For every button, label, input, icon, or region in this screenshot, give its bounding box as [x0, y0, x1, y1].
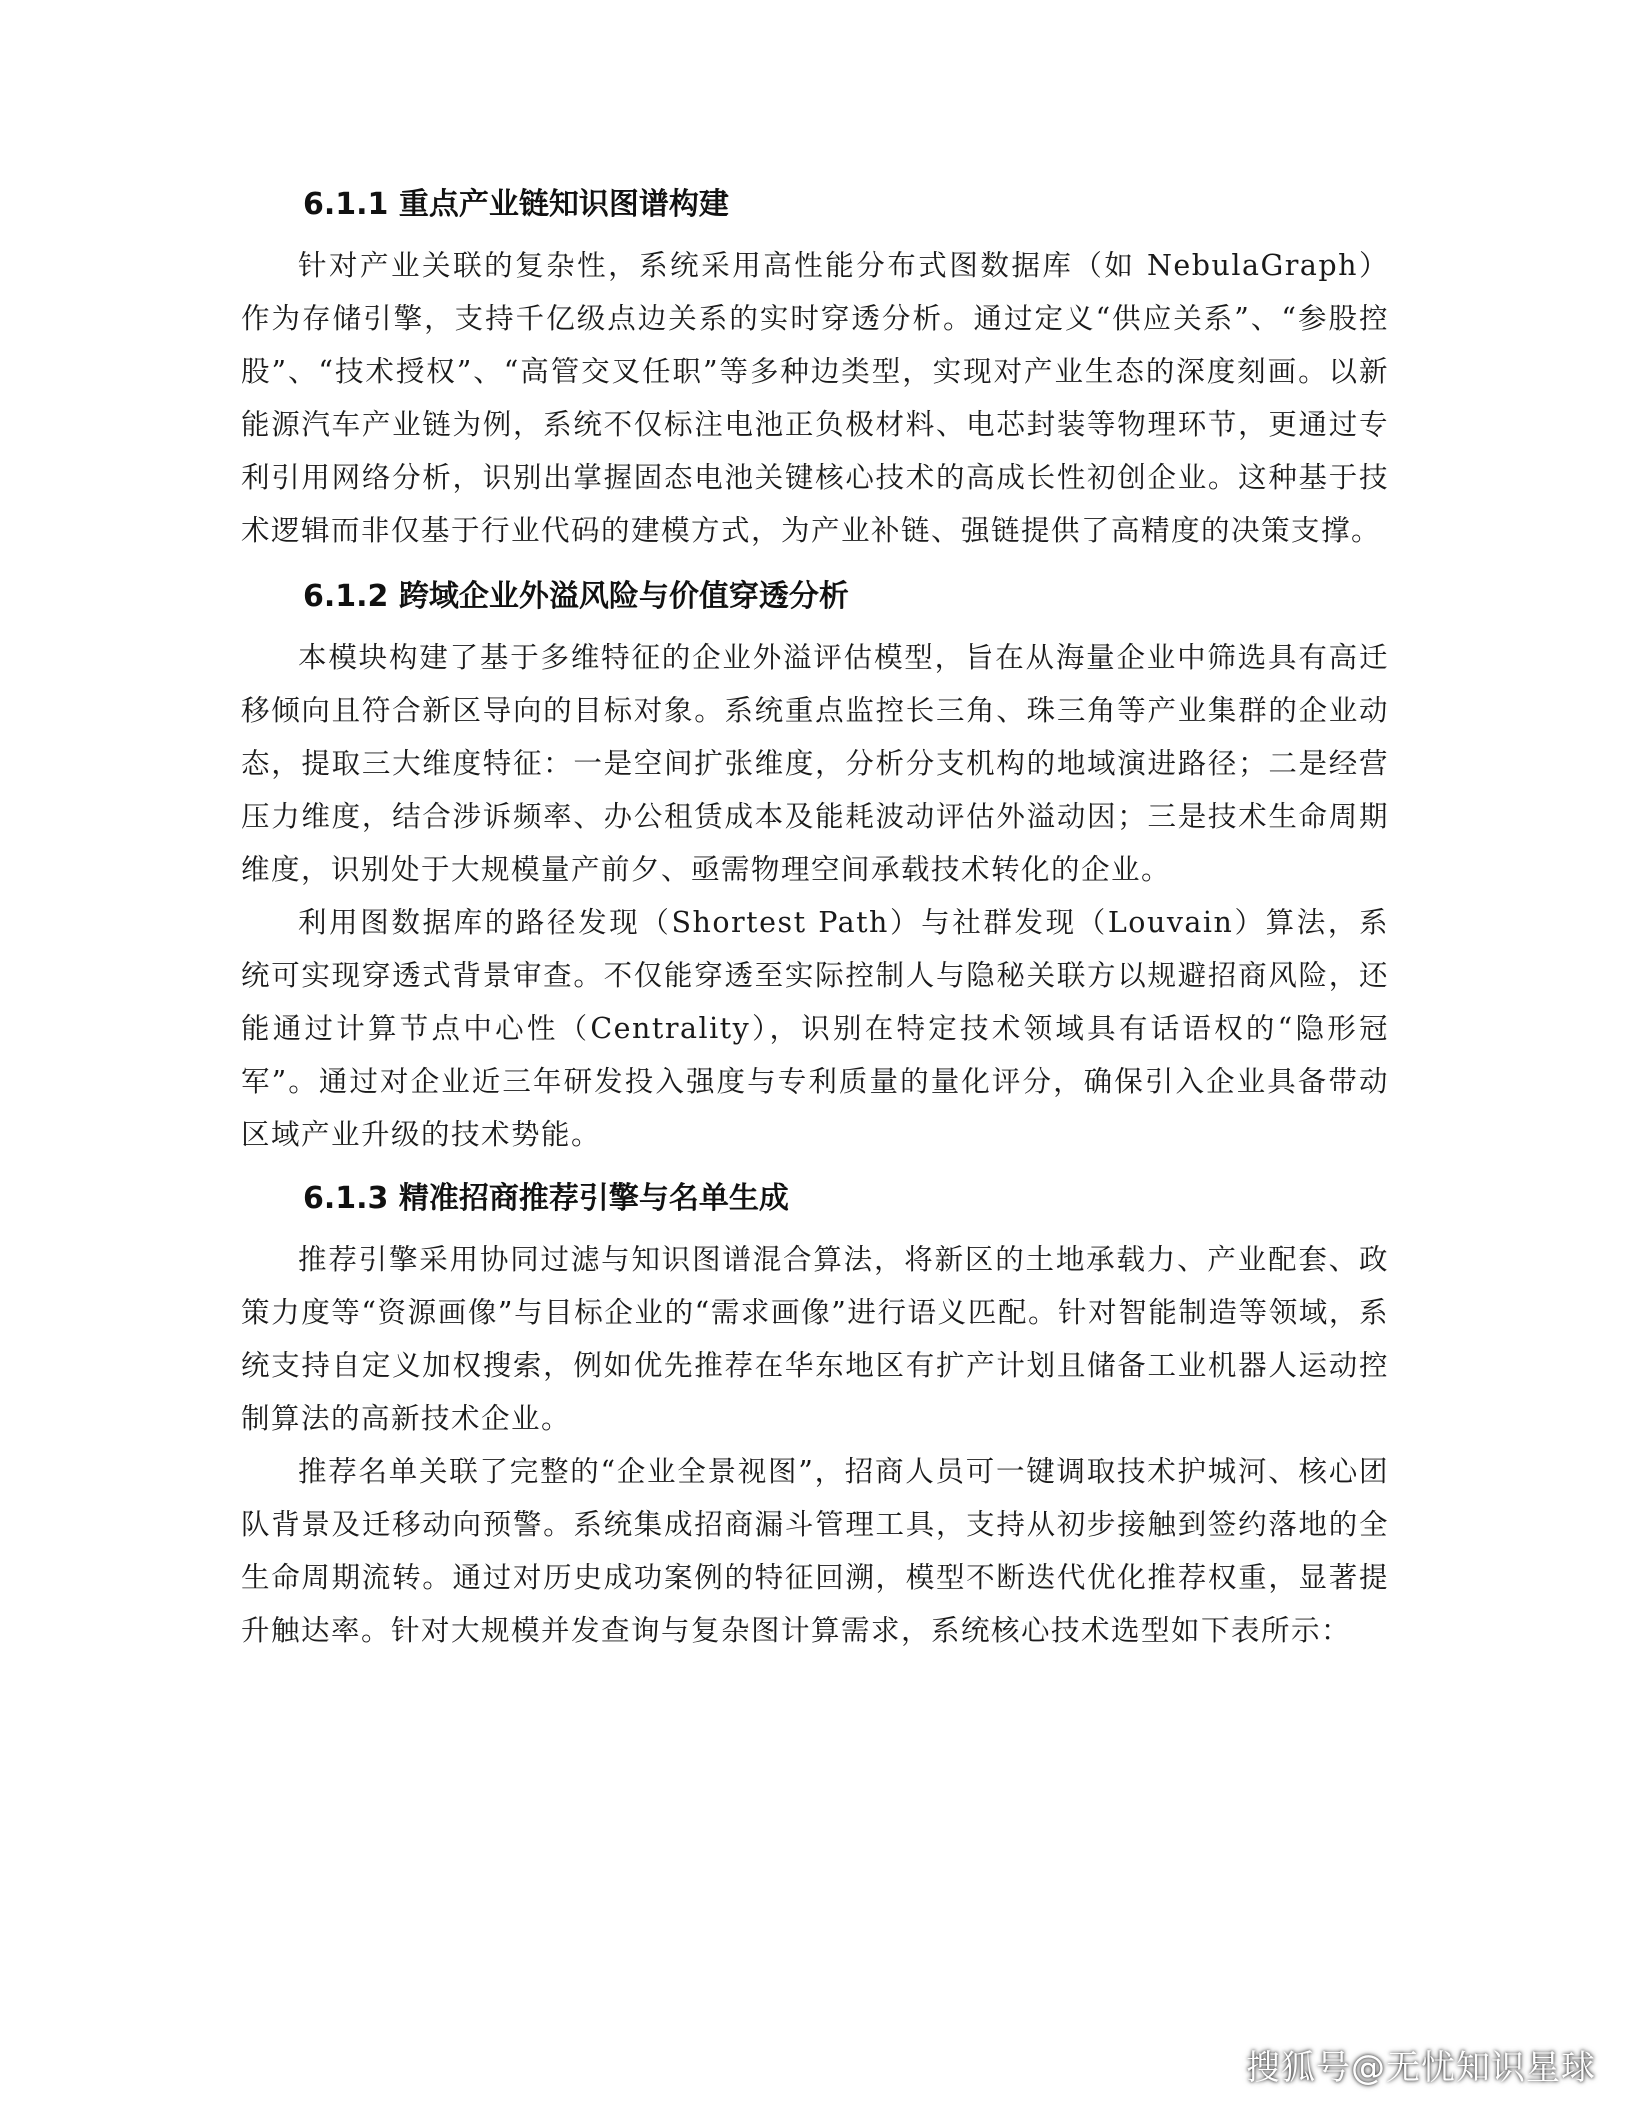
section-6-1-2-paragraph-1: 本模块构建了基于多维特征的企业外溢评估模型，旨在从海量企业中筛选具有高迁移倾向且符合新区导向的目标对象。系统重点监控长三角、珠三角等产业集群的企业动态，提取三大维度特征：一是空间扩张维度，分析分支机构的地域演进路径；二是经营压力维度，结合涉诉频率、办公租赁成本及能耗波动评估外溢动因；三是技术生命周期维度，识别处于大规模量产前夕、亟需物理空间承载技术转化的企业。 [241, 641, 1389, 886]
section-6-1-2-paragraph-2: 利用图数据库的路径发现（Shortest Path）与社群发现（Louvain）算法，系统可实现穿透式背景审查。不仅能穿透至实际控制人与隐秘关联方以规避招商风险，还能通过计算节点中心性（Centrality），识别在特定技术领域具有话语权的“隐形冠军”。通过对企业近三年研发投入强度与专利质量的量化评分，确保引入企业具备带动区域产业升级的技术势能。 [241, 906, 1389, 1151]
section-heading-6-1-1: 6.1.1 重点产业链知识图谱构建 [303, 187, 729, 222]
sohu-watermark: 搜狐号@无忧知识星球 [1246, 2048, 1596, 2088]
section-heading-6-1-2: 6.1.2 跨域企业外溢风险与价值穿透分析 [303, 579, 849, 614]
document-body [241, 185, 1389, 1657]
section-6-1-1-paragraph-1: 针对产业关联的复杂性，系统采用高性能分布式图数据库（如 NebulaGraph）作为存储引擎，支持千亿级点边关系的实时穿透分析。通过定义“供应关系”、“参股控股”、“技术授权”、“高管交叉任职”等多种边类型，实现对产业生态的深度刻画。以新能源汽车产业链为例，系统不仅标注电池正负极材料、电芯封装等物理环节，更通过专利引用网络分析，识别出掌握固态电池关键核心技术的高成长性初创企业。这种基于技术逻辑而非仅基于行业代码的建模方式，为产业补链、强链提供了高精度的决策支撑。 [241, 249, 1389, 547]
section-6-1-3-paragraph-2: 推荐名单关联了完整的“企业全景视图”，招商人员可一键调取技术护城河、核心团队背景及迁移动向预警。系统集成招商漏斗管理工具，支持从初步接触到签约落地的全生命周期流转。通过对历史成功案例的特征回溯，模型不断迭代优化推荐权重，显著提升触达率。针对大规模并发查询与复杂图计算需求，系统核心技术选型如下表所示： [241, 1455, 1389, 1647]
section-6-1-3-paragraph-1: 推荐引擎采用协同过滤与知识图谱混合算法，将新区的土地承载力、产业配套、政策力度等“资源画像”与目标企业的“需求画像”进行语义匹配。针对智能制造等领域，系统支持自定义加权搜索，例如优先推荐在华东地区有扩产计划且储备工业机器人运动控制算法的高新技术企业。 [241, 1243, 1389, 1435]
section-heading-6-1-3: 6.1.3 精准招商推荐引擎与名单生成 [303, 1181, 789, 1216]
